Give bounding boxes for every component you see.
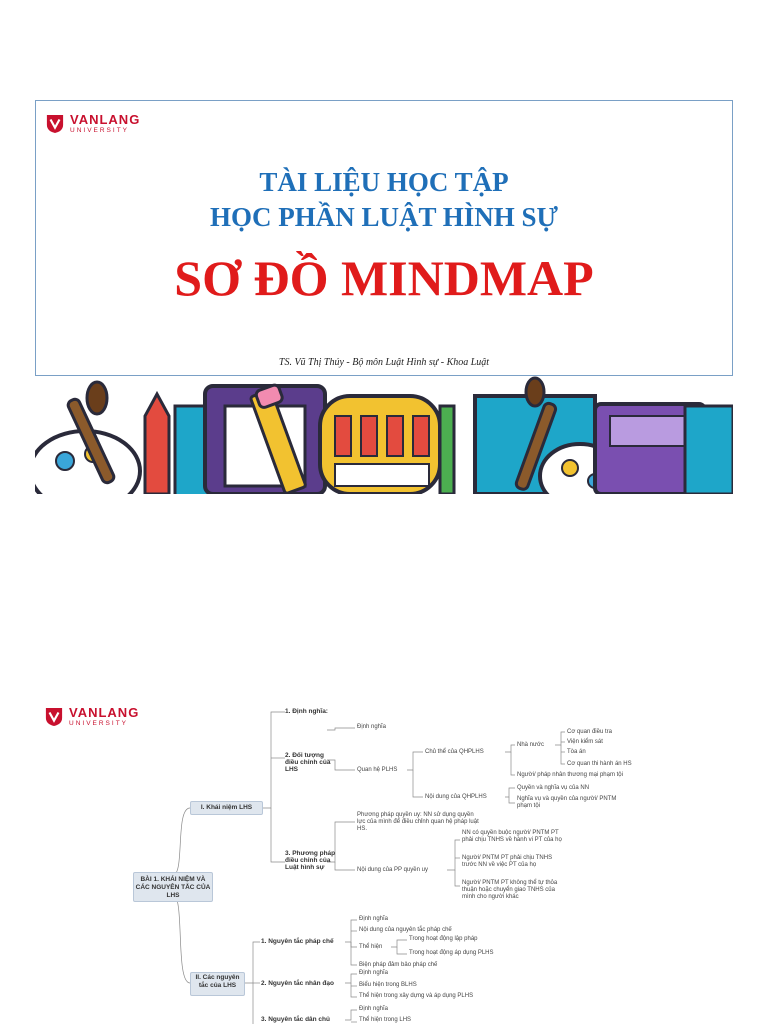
node-dinh-nghia: Định nghĩa [357, 724, 387, 730]
node-nguyen-tac-nhan-dao: 2. Nguyên tắc nhân đạo [261, 980, 334, 987]
vanlang-logo [46, 113, 140, 135]
node-noi-dung-qhplhs: Nội dung của QHPLHS [425, 794, 487, 800]
node-noi-dung-pp: Nội dung của PP quyền uy [357, 867, 428, 873]
node-nghia-vu-nguoi: Nghĩa vụ và quyền của người/ PNTM phạm tội [517, 796, 617, 809]
node-quyen-nn: Quyền và nghĩa vụ của NN [517, 785, 590, 791]
node-thi-hanh-an: Cơ quan thi hành án HS [567, 761, 632, 767]
brand-name: VANLANG [70, 112, 141, 127]
node-chu-the: Chủ thể của QHPLHS [425, 749, 484, 755]
node-nguyen-tac-dan-chu: 3. Nguyên tắc dân chủ [261, 1016, 330, 1023]
school-supplies-banner [35, 376, 733, 494]
brand-sub: UNIVERSITY [70, 127, 130, 134]
brand-sub: UNIVERSITY [69, 720, 129, 727]
node-pc-dinh-nghia: Định nghĩa [359, 916, 389, 922]
node-pp-3: Người/ PNTM PT không thể tự thỏa thuận hoặc chuyển giao TNHS của mình cho người khác [462, 880, 558, 900]
node-phuong-phap: 3. Phương pháp điều chỉnh của Luật hình sự [285, 850, 336, 871]
node-pc-bien-phap: Biện pháp đảm bảo pháp chế [359, 962, 438, 968]
node-nguyen-tac-phap-che: 1. Nguyên tắc pháp chế [261, 938, 334, 945]
node-pp-quyen-uy: Phương pháp quyền uy: NN sử dụng quyền lực của mình để điều chỉnh quan hệ pháp luật HS. [357, 812, 479, 832]
title-slide [35, 100, 733, 376]
node-pp-2: Người/ PNTM PT phải chịu TNHS trước NN về việc PT của họ [462, 855, 553, 868]
node-co-quan-dieu-tra: Cơ quan điều tra [567, 729, 612, 735]
node-dc-dinh-nghia: Định nghĩa [359, 1006, 389, 1012]
mindmap-root: BÀI 1. KHÁI NIỆM VÀ CÁC NGUYÊN TẮC CỦA LHS [133, 872, 213, 902]
node-dinh-nghia-heading: 1. Định nghĩa: [285, 708, 328, 715]
title-line-1: TÀI LIỆU HỌC TẬP [259, 167, 509, 197]
node-nguoi-phap-nhan: Người/ pháp nhân thương mại phạm tội [517, 772, 623, 778]
node-dc-the-hien: Thể hiện trong LHS [359, 1017, 412, 1023]
node-toa-an: Tòa án [567, 749, 586, 755]
node-nha-nuoc: Nhà nước [517, 742, 544, 748]
node-doi-tuong: 2. Đối tượng điều chỉnh của LHS [285, 752, 331, 773]
node-pc-lap-phap: Trong hoạt động lập pháp [409, 936, 478, 942]
node-pp-1: NN có quyền buộc người/ PNTM PT phải chịu TNHS về hành vi PT của họ [462, 830, 562, 843]
shield-icon [46, 114, 64, 134]
mindmap-slide [35, 690, 733, 1024]
branch-nguyen-tac: II. Các nguyên tắc của LHS [190, 972, 245, 996]
node-pc-ap-dung: Trong hoạt động áp dụng PLHS [409, 950, 494, 956]
author-line: TS. Vũ Thị Thúy - Bộ môn Luật Hình sự - Khoa Luật [278, 357, 490, 368]
node-pc-the-hien: Thể hiện [359, 944, 383, 950]
title-line-2: HỌC PHẦN LUẬT HÌNH SỰ [209, 202, 559, 232]
node-quan-he: Quan hệ PLHS [357, 767, 398, 773]
node-nd-bieu-hien: Biểu hiện trong BLHS [359, 982, 417, 988]
branch-khai-niem: I. Khái niệm LHS [190, 801, 263, 815]
node-nd-the-hien: Thể hiện trong xây dựng và áp dụng PLHS [359, 993, 474, 999]
node-vien-kiem-sat: Viện kiểm sát [567, 739, 603, 745]
title-line-3: SƠ ĐỒ MINDMAP [174, 250, 594, 306]
school-supplies-illustration [35, 376, 733, 494]
brand-name: VANLANG [69, 705, 140, 720]
node-pc-noi-dung: Nội dung của nguyên tắc pháp chế [359, 927, 452, 933]
node-nd-dinh-nghia: Định nghĩa [359, 970, 389, 976]
